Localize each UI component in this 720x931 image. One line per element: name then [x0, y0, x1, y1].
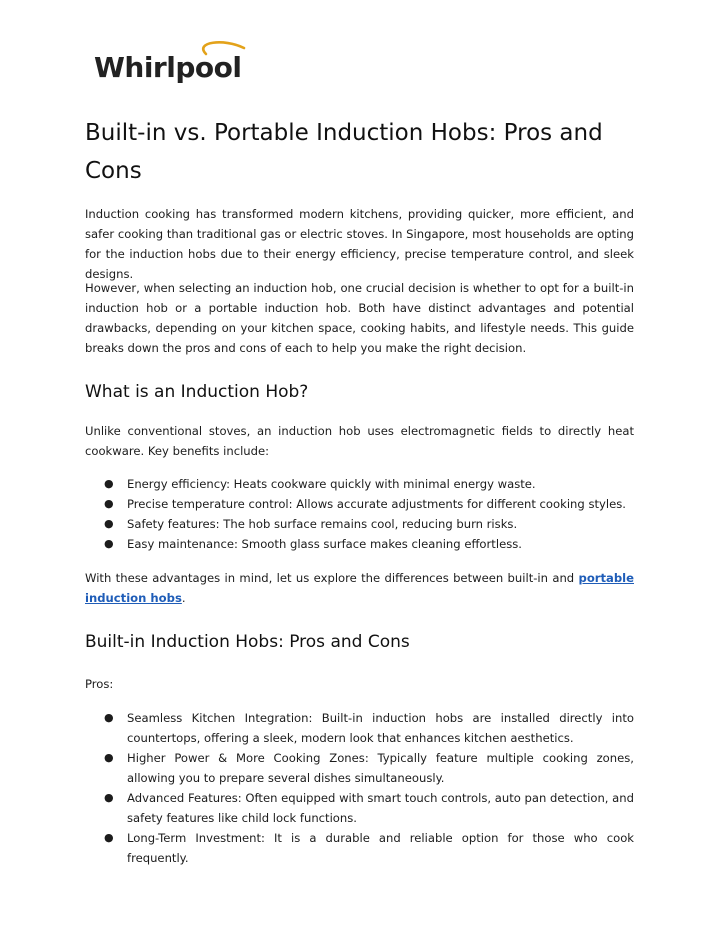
bullet-icon: ●: [104, 477, 114, 490]
list-item: ● Safety features: The hob surface remains cool, reducing burn risks.: [100, 514, 634, 534]
bullet-icon: ●: [104, 497, 114, 510]
intro-paragraph-1: Induction cooking has transformed modern kitchens, providing quicker, more efficient, and safer cooking than traditional gas or electric stoves. In Singapore, most households are opting for the induction hobs due to their energy efficiency, precise temperature control, and sleek designs.: [85, 207, 634, 281]
pros-list: [100, 708, 634, 868]
list-item: ● Higher Power & More Cooking Zones: Typically feature multiple cooking zones, allowing you to prepare several dishes simultaneously.: [100, 748, 634, 788]
bullet-icon: ●: [104, 831, 114, 844]
list-item: ● Energy efficiency: Heats cookware quickly with minimal energy waste.: [100, 474, 634, 494]
bullet-icon: ●: [104, 711, 114, 724]
bullet-icon: ●: [104, 537, 114, 550]
intro-paragraph-2: However, when selecting an induction hob, one crucial decision is whether to opt for a built-in induction hob or a portable induction hob. Both have distinct advantages and potential drawbacks, depending on your kitchen space, cooking habits, and lifestyle needs. This guide breaks down the pros and cons of each to help you make the right decision.: [85, 281, 634, 355]
section1-closing-paragraph: With these advantages in mind, let us explore the differences between built-in and portable induction hobs.: [85, 571, 634, 605]
whirlpool-logo: [94, 40, 264, 90]
bullet-icon: ●: [104, 751, 114, 764]
benefits-list: [100, 474, 634, 554]
bullet-icon: ●: [104, 517, 114, 530]
list-item: ● Seamless Kitchen Integration: Built-in induction hobs are installed directly into countertops, offering a sleek, modern look that enhances kitchen aesthetics.: [100, 708, 634, 748]
section-heading-what-is: What is an Induction Hob?: [85, 382, 309, 402]
portable-induction-hobs-link[interactable]: portable induction hobs: [85, 571, 634, 605]
logo-wordmark: Whirlpool: [94, 51, 242, 84]
page-title: Built-in vs. Portable Induction Hobs: Pros and Cons: [85, 120, 603, 184]
list-item: ● Easy maintenance: Smooth glass surface makes cleaning effortless.: [100, 534, 634, 554]
pros-label: Pros:: [85, 677, 114, 691]
section-heading-built-in: Built-in Induction Hobs: Pros and Cons: [85, 632, 410, 652]
list-item: ● Precise temperature control: Allows accurate adjustments for different cooking styles.: [100, 494, 634, 514]
bullet-icon: ●: [104, 791, 114, 804]
list-item: ● Advanced Features: Often equipped with smart touch controls, auto pan detection, and safety features like child lock functions.: [100, 788, 634, 828]
section1-paragraph: Unlike conventional stoves, an induction hob uses electromagnetic fields to directly heat cookware. Key benefits include:: [85, 424, 634, 458]
list-item: ● Long-Term Investment: It is a durable and reliable option for those who cook frequently.: [100, 828, 634, 868]
